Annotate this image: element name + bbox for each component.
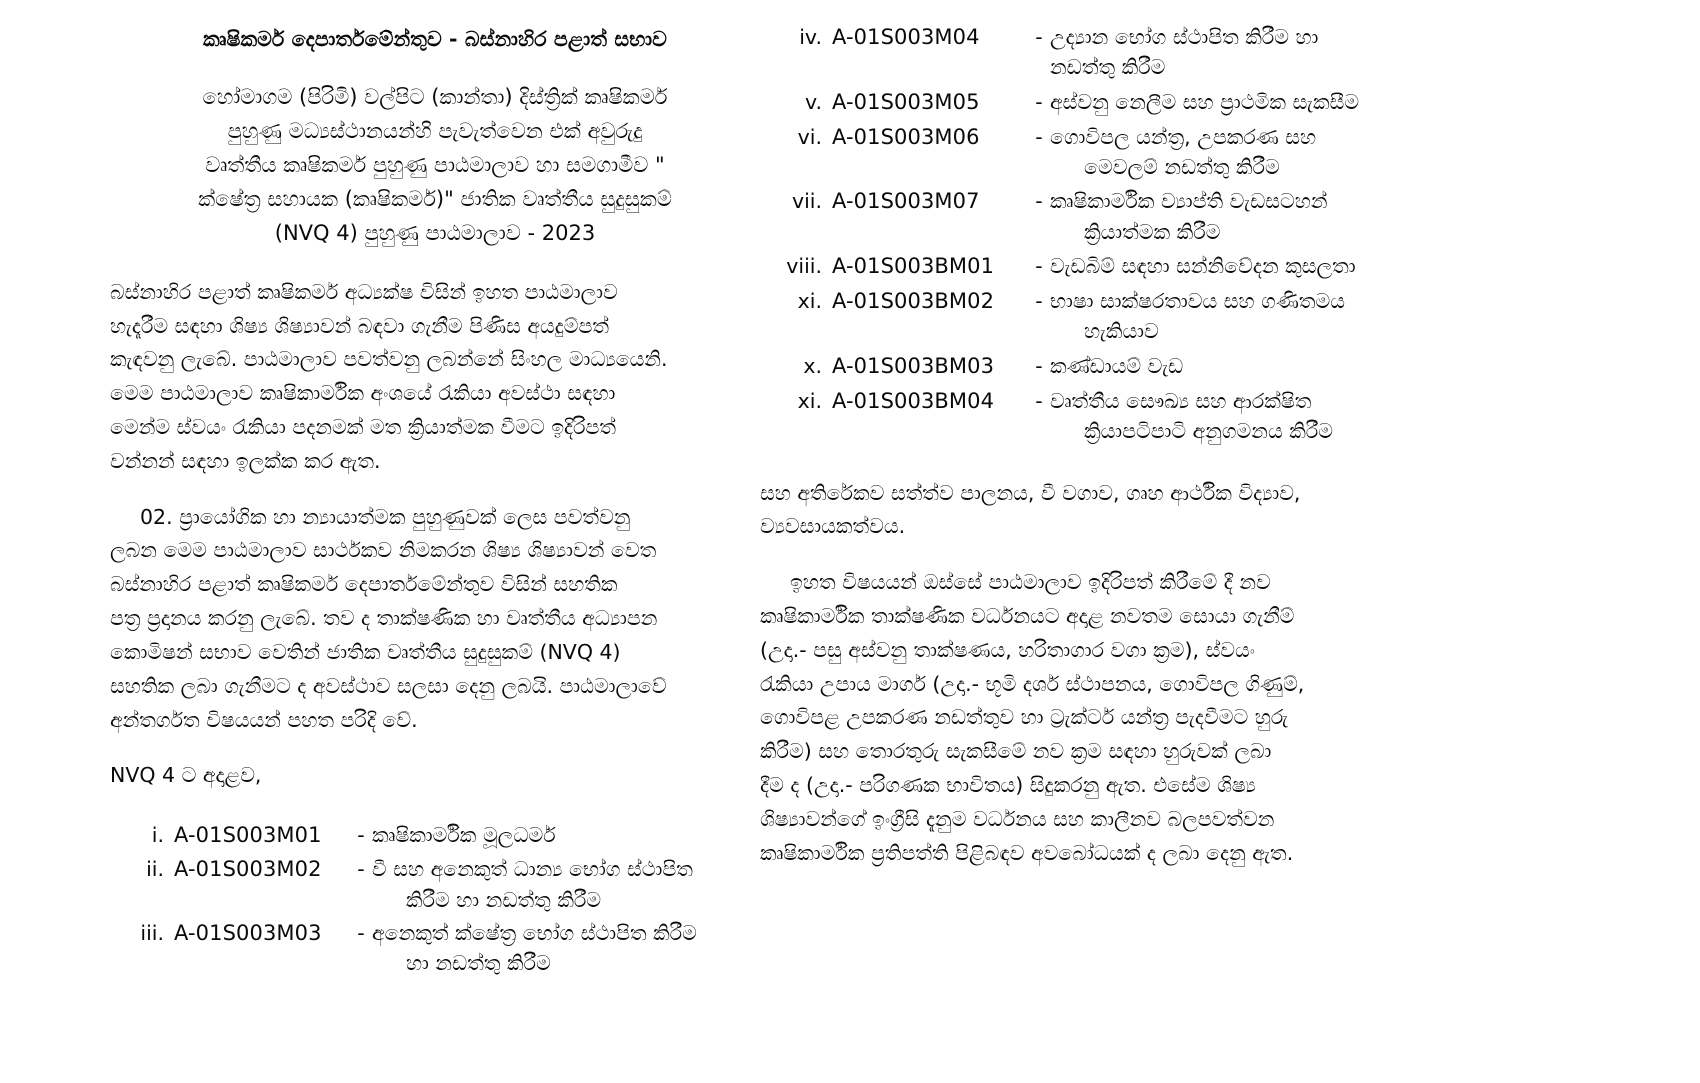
dash-separator: -: [357, 823, 365, 848]
list-item-numeral: iii.: [140, 920, 164, 945]
dash-separator: -: [357, 920, 365, 945]
module-code: A-01S003M01: [174, 823, 322, 848]
body-paragraph-4: [760, 566, 1410, 870]
dash-separator: -: [1035, 25, 1043, 49]
body-paragraph-3: [760, 477, 1410, 545]
paragraph-line: බස්නාහිර පළාත් කෘෂිකර්ම අධ්‍යක්ෂ විසින් ඉහත පාඨමාලාව: [110, 279, 618, 304]
module-title-line: ගොවිපල යන්ත්‍ර, උපකරණ සහ: [1050, 124, 1317, 149]
module-title-line: අස්වනු නෙලීම සහ ප්‍රාථමික සැකසීම: [1050, 89, 1360, 114]
paragraph-line: අන්තර්ගත විෂයයන් පහත පරිදි වේ.: [110, 707, 418, 732]
module-title-line: හැකියාව: [1084, 319, 1159, 344]
paragraph-line: මෙම පාඨමාලාව කෘෂිකාර්මික අංශයේ රැකියා අවස්ථා සඳහා: [110, 381, 616, 406]
module-title-line: අනෙකුත් ක්ෂේත්‍ර භෝග ස්ථාපිත කිරීම: [372, 920, 697, 945]
right-column: [760, 0, 1410, 892]
paragraph-line: ව්‍යවසායකත්වය.: [760, 514, 906, 539]
module-title: [1050, 386, 1410, 447]
module-code: A-01S003BM01: [832, 254, 995, 279]
list-item: [760, 251, 1410, 282]
subtitle-line: හෝමාගම (පිරිමි) වල්පිට (කාන්තා) දිස්ත්‍රික් කෘෂිකර්ම: [202, 84, 668, 109]
paragraph-line: 02. ප්‍රායෝගික හා න්‍යායාත්මක පුහුණුවක් ලෙස පවත්වනු: [140, 504, 631, 529]
dash-separator: -: [357, 857, 365, 882]
list-item-numeral: xi.: [797, 388, 822, 413]
module-title: [1050, 87, 1410, 117]
list-item-numeral: xi.: [797, 289, 822, 314]
paragraph-line: ගොවිපළ උපකරණ නඩත්තුව හා ට්‍රැක්ටර් යන්ත්‍ර පැදවීමට හුරු: [760, 705, 1288, 730]
paragraph-line: බස්නාහිර පළාත් කෘෂිකර්ම දෙපාර්තමේන්තුව විසින් සහතික: [110, 572, 618, 597]
paragraph-line: වන්නන් සඳහා ඉලක්ක කර ඇත.: [110, 448, 381, 473]
subtitle-line: වෘත්තීය කෘෂිකර්ම පුහුණු පාඨමාලාව හා සමගාමීව ": [205, 152, 665, 177]
paragraph-line: මෙන්ම ස්වයං රැකියා පදනමක් මත ක්‍රියාත්මක වීමට ඉදිරිපත්: [110, 415, 617, 439]
dash-separator: -: [1035, 254, 1043, 279]
module-code: A-01S003M03: [174, 920, 322, 945]
list-item: [760, 87, 1410, 118]
dash-separator: -: [1035, 124, 1043, 149]
module-list-left: [110, 820, 760, 978]
module-title: [1050, 251, 1410, 281]
dash-separator: -: [1035, 289, 1043, 314]
list-item: [760, 386, 1410, 447]
paragraph-line: ඉහත විෂයයන් ඔස්සේ පාඨමාලාව ඉදිරිපත් කිරීමේ දී නව: [790, 570, 1271, 595]
module-title-line: ක්‍රියාත්මක කිරීම: [1084, 219, 1221, 244]
paragraph-line: හැදෑරීම සඳහා ශිෂ්‍ය ශිෂ්‍යාවන් බඳවා ගැනීම පිණිස අයදුම්පත්: [110, 313, 610, 338]
subtitle-line: පුහුණු මධ්‍යස්ථානයන්හි පැවැත්වෙන එක් අවුරුදු: [227, 118, 643, 143]
paragraph-line: පත්‍ර ප්‍රදානය කරනු ලැබේ. තව ද තාක්ෂණික හා වෘත්තීය අධ්‍යාපන: [110, 606, 658, 631]
module-title-line: කෘෂිකාර්මික මූලධර්ම: [372, 823, 556, 848]
module-title: [372, 918, 760, 979]
module-code: A-01S003M04: [832, 25, 980, 49]
list-item-numeral: x.: [803, 353, 822, 378]
document-subtitle: [110, 80, 760, 250]
list-item: [760, 351, 1410, 382]
paragraph-line: (උදා.- පසු අස්වනු තාක්ෂණය, හරිතාගාර වගා ක්‍රම), ස්වයං: [760, 637, 1255, 662]
list-item-numeral: ii.: [146, 857, 164, 882]
paragraph-line: සහ අතිරේකව සත්ත්ව පාලනය, වී වගාව, ගෘහ ආර්ථික විද්‍යාව,: [760, 480, 1301, 505]
module-code: A-01S003M07: [832, 189, 980, 214]
dash-separator: -: [1035, 388, 1043, 413]
module-list-right: [760, 22, 1410, 447]
module-title: [1050, 122, 1410, 183]
paragraph-line: රැකියා උපාය මාර්ග (උදා.- භූමි දර්ශ ස්ථාපනය, ගොවිපල ගිණුම්,: [760, 671, 1305, 696]
module-title-line: නඩත්තු කිරීම: [1050, 55, 1166, 80]
list-item: [760, 186, 1410, 247]
list-item-numeral: i.: [151, 823, 164, 848]
paragraph-line: සහතික ලබා ගැනීමට ද අවස්ථාව සලසා දෙනු ලබයි. පාඨමාලාවේ: [110, 673, 667, 698]
module-title-line: හා නඩත්තු කිරීම: [406, 951, 551, 976]
body-paragraph-2: [110, 501, 760, 738]
paragraph-line: කෘෂිකාර්මික ප්‍රතිපත්ති පිළිබඳව අවබෝධයක් ද ලබා දෙනු ඇත.: [760, 840, 1294, 865]
dash-separator: -: [1035, 353, 1043, 378]
module-title-line: උද්‍යාන භෝග ස්ථාපිත කිරීම හා: [1050, 25, 1319, 49]
module-title-line: වැඩබිම් සඳහා සන්නිවේදන කුසලතා: [1050, 254, 1356, 279]
list-item: [110, 854, 760, 915]
module-title-line: කිරීම හා නඩත්තු කිරීම: [406, 887, 602, 912]
module-title: [372, 820, 760, 850]
left-column: [110, 0, 760, 982]
list-item: [760, 286, 1410, 347]
list-item-numeral: vii.: [791, 189, 822, 214]
module-title-line: ක්‍රියාපටිපාටි අනුගමනය කිරීම: [1084, 419, 1333, 444]
list-item-numeral: vi.: [797, 124, 822, 149]
dash-separator: -: [1035, 89, 1043, 114]
module-title-line: මෙවලම් නඩත්තු කිරීම: [1084, 155, 1280, 180]
module-code: A-01S003BM03: [832, 353, 995, 378]
list-item-numeral: viii.: [786, 254, 822, 279]
paragraph-line: කෘෂිකාර්මික තාක්ෂණික වර්ධනයට අදාළ නවතම සොයා ගැනීම්: [760, 603, 1295, 628]
subtitle-line: ක්ෂේත්‍ර සහායක (කෘෂිකර්ම)" ජාතික වෘත්තීය සුදුසුකම්: [198, 186, 672, 211]
list-item-numeral: iv.: [799, 25, 822, 49]
subtitle-line: (NVQ 4) පුහුණු පාඨමාලාව - 2023: [274, 220, 596, 245]
module-title-line: කෘෂිකාර්මික ව්‍යාප්ති වැඩසටහන්: [1050, 189, 1328, 214]
paragraph-line: ශිෂ්‍යාවන්ගේ ඉංග්‍රීසි දැනුම වර්ධනය සහ කාලීනව බලපවත්වන: [760, 806, 1275, 831]
module-title-line: භාෂා සාක්ෂරතාවය සහ ගණිතමය: [1050, 289, 1345, 314]
module-code: A-01S003M02: [174, 857, 322, 882]
paragraph-line: ලබන මෙම පාඨමාලාව සාර්ථකව නිමකරන ශිෂ්‍ය ශිෂ්‍යාවන් වෙත: [110, 538, 657, 563]
module-list-intro: NVQ 4 ට අදාළව,: [110, 763, 262, 788]
module-code: A-01S003BM04: [832, 388, 995, 413]
page-title: කෘෂිකර්ම දෙපාර්තමේන්තුව - බස්නාහිර පළාත් සභාව: [202, 27, 668, 51]
module-code: A-01S003BM02: [832, 289, 995, 314]
module-title: [1050, 22, 1410, 83]
module-code: A-01S003M06: [832, 124, 980, 149]
module-title: [372, 854, 760, 915]
module-title-line: වෘත්තීය සෞඛ්‍ය සහ ආරක්ෂිත: [1050, 388, 1312, 413]
paragraph-line: කැඳවනු ලැබේ. පාඨමාලාව පවත්වනු ලබන්නේ සිංහල මාධ්‍යයෙනි.: [110, 347, 668, 372]
module-title: [1050, 286, 1410, 347]
module-title: [1050, 351, 1410, 381]
paragraph-line: කොමිෂන් සභාව වෙතින් ජාතික වෘත්තීය සුදුසුකම් (NVQ 4): [110, 639, 621, 664]
list-item-numeral: v.: [804, 89, 822, 114]
paragraph-line: දීම ද (උදා.- පරිගණක භාවිතය) සිදුකරනු ඇත. එසේම ශිෂ්‍ය: [760, 773, 1256, 798]
module-title-line: වී සහ අනෙකුත් ධාන්‍ය භෝග ස්ථාපිත: [372, 857, 693, 882]
list-item: [110, 820, 760, 851]
body-paragraph-1: [110, 276, 760, 479]
dash-separator: -: [1035, 189, 1043, 214]
list-item: [760, 22, 1410, 83]
module-code: A-01S003M05: [832, 89, 980, 114]
list-item: [760, 122, 1410, 183]
module-title: [1050, 186, 1410, 247]
list-item: [110, 918, 760, 979]
module-title-line: කණ්ඩායම් වැඩ: [1050, 353, 1184, 378]
paragraph-line: කිරීම) සහ තොරතුරු සැකසීමේ නව ක්‍රම සඳහා හුරුවක් ලබා: [760, 739, 1272, 764]
